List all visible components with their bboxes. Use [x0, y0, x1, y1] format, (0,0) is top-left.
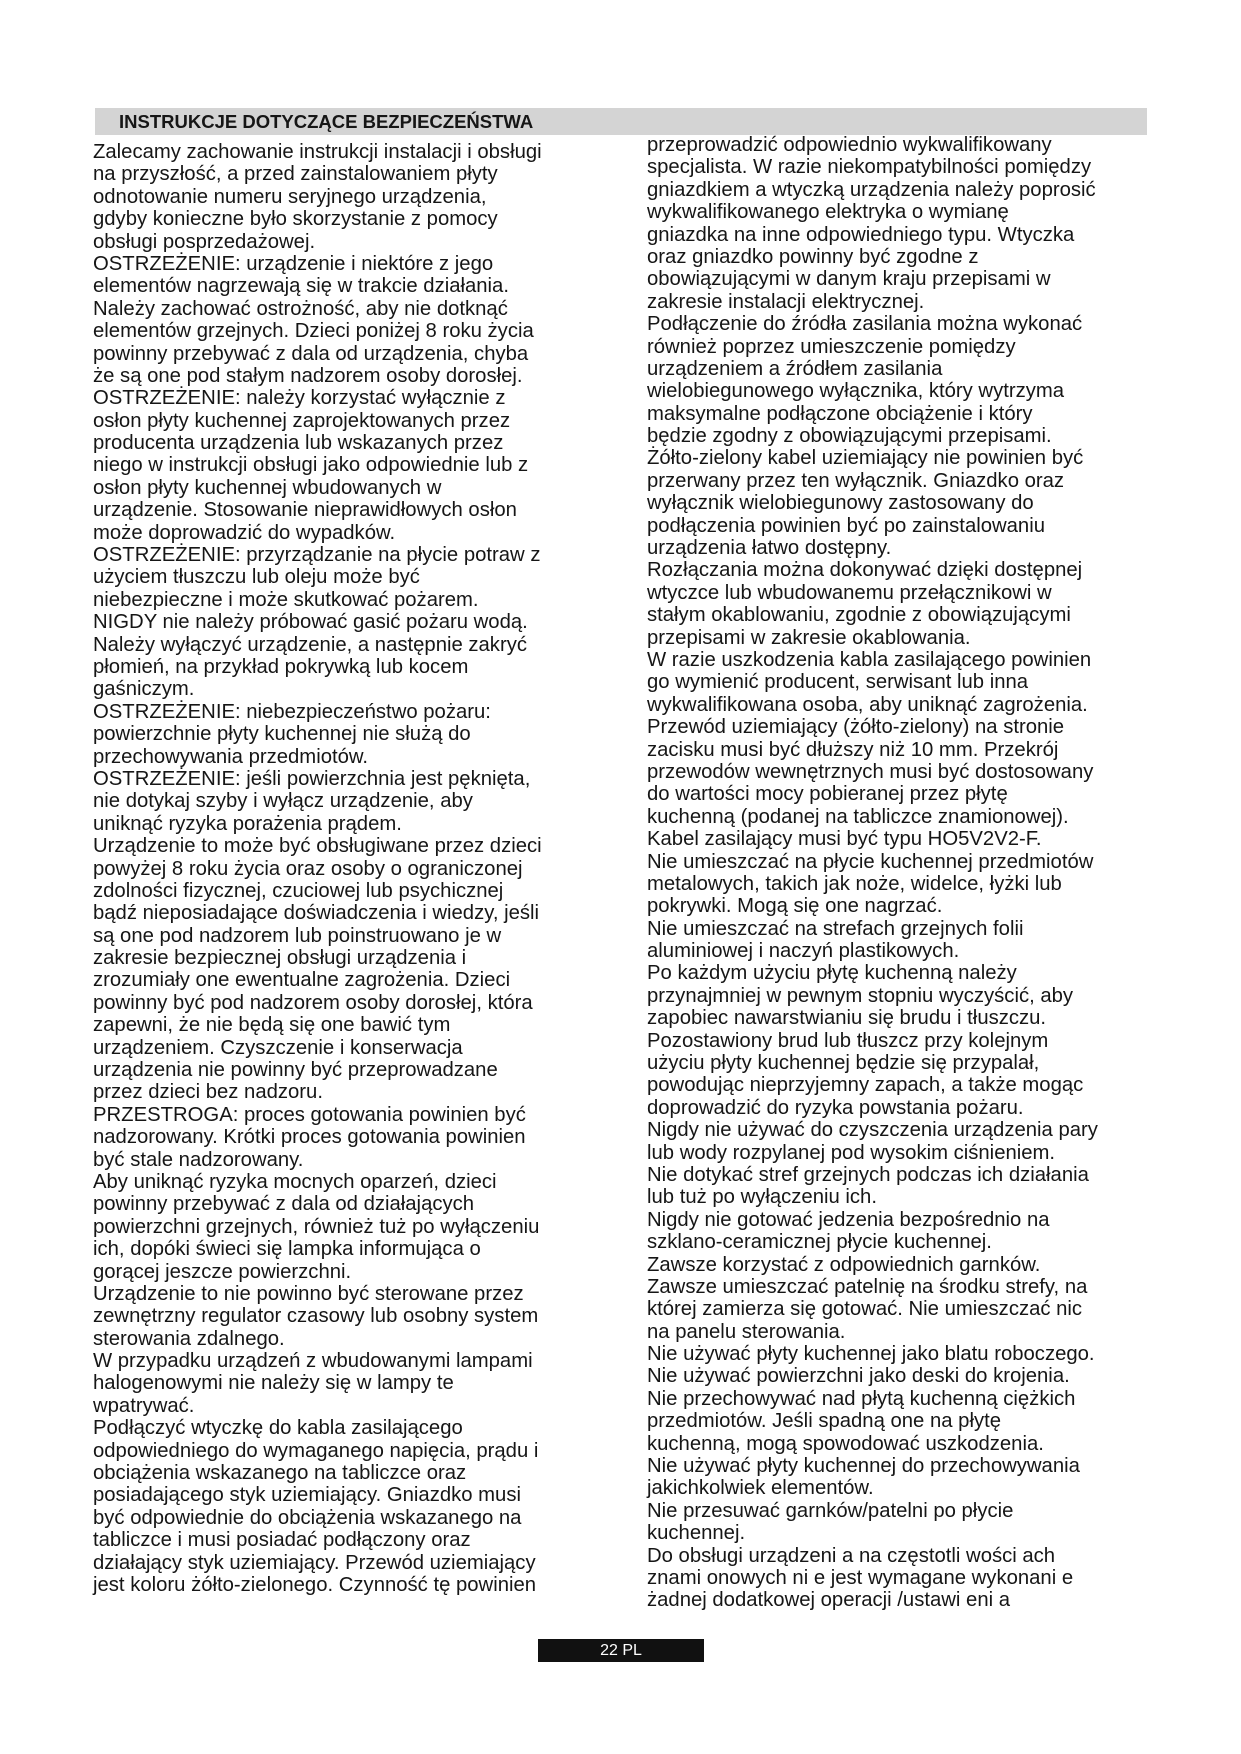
- text-line: jest koloru żółto-zielonego. Czynność tę powinien: [93, 1574, 537, 1596]
- text-line: powierzchni grzejnych, również tuż po wyłączeniu: [93, 1215, 540, 1238]
- text-line: zakresie bezpiecznej obsługi urządzenia i: [93, 947, 467, 970]
- text-line: szklano-ceramicznej płycie kuchennej.: [647, 1231, 992, 1254]
- text-line: zewnętrzny regulator czasowy lub osobny system: [93, 1305, 539, 1328]
- text-line: wykwalifikowanego elektryka o wymianę: [647, 201, 1009, 224]
- text-line: obowiązującymi w danym kraju przepisami w: [647, 268, 1051, 291]
- text-line: wpatrywać.: [93, 1394, 195, 1417]
- page-number: 22 PL: [600, 1642, 642, 1659]
- text-line: PRZESTROGA: proces gotowania powinien być: [93, 1103, 526, 1126]
- text-line: wykwalifikowana osoba, aby uniknąć zagrożenia.: [647, 693, 1088, 716]
- text-line: zapewni, że nie będą się one bawić tym: [93, 1014, 451, 1037]
- text-line: Należy zachować ostrożność, aby nie dotknąć: [93, 297, 508, 320]
- text-line: osłon płyty kuchennej zaprojektowanych przez: [93, 409, 511, 432]
- text-line: przewodów wewnętrznych musi być dostosowany: [647, 760, 1094, 783]
- text-line: gniazdkiem a wtyczką urządzenia należy poprosić: [647, 178, 1096, 201]
- text-line: niebezpieczne i może skutkować pożarem.: [93, 588, 479, 611]
- text-line: odnotowanie numeru seryjnego urządzenia,: [93, 185, 487, 208]
- text-line: obsługi posprzedażowej.: [93, 230, 316, 253]
- text-line: gniazdka na inne odpowiedniego typu. Wtyczka: [647, 223, 1075, 246]
- text-line: osłon płyty kuchennej wbudowanych w: [93, 476, 442, 499]
- text-line: może doprowadzić do wypadków.: [93, 521, 396, 544]
- text-line: Rozłączania można dokonywać dzięki dostępnej: [647, 559, 1083, 582]
- text-line: znami onowych ni e jest wymagane wykonani e: [647, 1567, 1074, 1589]
- text-line: zdolności fizycznej, czuciowej lub psychicznej: [93, 879, 504, 902]
- text-line: przedmiotów. Jeśli spadną one na płytę: [647, 1410, 1002, 1433]
- text-line: Nigdy nie używać do czyszczenia urządzenia pary: [647, 1119, 1098, 1142]
- text-line: gorącej jeszcze powierzchni.: [93, 1260, 352, 1283]
- text-line: użyciem tłuszczu lub oleju może być: [93, 566, 420, 589]
- text-line: być odpowiednie do obciążenia wskazanego na: [93, 1506, 522, 1529]
- text-line: producenta urządzenia lub wskazanych przez: [93, 432, 504, 455]
- text-line: OSTRZEŻENIE: urządzenie i niektóre z jego: [93, 252, 494, 275]
- text-line: oraz gniazdko powinny być zgodne z: [647, 245, 979, 268]
- text-line: powierzchnie płyty kuchennej nie służą do: [93, 723, 471, 746]
- text-line: posiadającego styk uziemiający. Gniazdko musi: [93, 1484, 521, 1507]
- text-line: lub tuż po wyłączeniu ich.: [647, 1186, 877, 1209]
- text-line: urządzenie. Stosowanie nieprawidłowych osłon: [93, 499, 517, 522]
- text-line: gdyby konieczne było skorzystanie z pomocy: [93, 208, 498, 231]
- text-line: przechowywania przedmiotów.: [93, 745, 369, 768]
- text-line: zakresie instalacji elektrycznej.: [647, 290, 925, 313]
- text-line: Nie przesuwać garnków/patelni po płycie: [647, 1499, 1014, 1522]
- text-line: elementów grzejnych. Dzieci poniżej 8 roku życia: [93, 320, 534, 343]
- text-line: na przyszłość, a przed zainstalowaniem płyty: [93, 163, 498, 186]
- text-line: działający styk uziemiający. Przewód uziemiający: [93, 1551, 536, 1574]
- left-text-column: [93, 141, 613, 1596]
- section-header-bar: [95, 108, 1147, 135]
- text-line: przynajmniej w pewnym stopniu wyczyścić, aby: [647, 984, 1074, 1007]
- text-line: pokrywki. Mogą się one nagrzać.: [647, 895, 943, 918]
- text-line: OSTRZEŻENIE: przyrządzanie na płycie potraw z: [93, 544, 541, 567]
- text-line: OSTRZEŻENIE: należy korzystać wyłącznie z: [93, 387, 506, 410]
- text-line: niego w instrukcji obsługi jako odpowiednie lub z: [93, 454, 529, 477]
- text-line: obciążenia wskazanego na tabliczce oraz: [93, 1462, 467, 1485]
- text-line: Zawsze umieszczać patelnię na środku strefy, na: [647, 1275, 1088, 1298]
- text-line: Nigdy nie gotować jedzenia bezpośrednio na: [647, 1208, 1050, 1231]
- text-line: Nie używać powierzchni jako deski do krojenia.: [647, 1365, 1070, 1388]
- text-line: kuchenną, mogą spowodować uszkodzenia.: [647, 1432, 1044, 1455]
- text-line: maksymalne podłączone obciążenie i który: [647, 402, 1033, 425]
- text-line: płomień, na przykład pokrywką lub kocem: [93, 655, 469, 678]
- text-line: Należy wyłączyć urządzenie, a następnie zakryć: [93, 633, 527, 656]
- text-line: Po każdym użyciu płytę kuchenną należy: [647, 962, 1017, 985]
- text-line: której zamierza się gotować. Nie umieszczać nic: [647, 1298, 1083, 1321]
- text-line: jakichkolwiek elementów.: [647, 1477, 874, 1500]
- text-line: Podłączenie do źródła zasilania można wykonać: [647, 313, 1083, 336]
- text-line: nadzorowany. Krótki proces gotowania powinien: [93, 1126, 526, 1149]
- text-line: przez dzieci bez nadzoru.: [93, 1081, 323, 1104]
- text-line: powyżej 8 roku życia oraz osoby o ograniczonej: [93, 857, 523, 880]
- text-line: Zalecamy zachowanie instrukcji instalacji i obsługi: [93, 141, 542, 163]
- text-line: powinny być pod nadzorem osoby dorosłej, która: [93, 991, 533, 1014]
- text-line: powinny przebywać z dala od działających: [93, 1193, 475, 1216]
- text-line: metalowych, takich jak noże, widelce, łyżki lub: [647, 872, 1062, 895]
- text-line: kuchenną (podanej na tabliczce znamionowej).: [647, 805, 1069, 828]
- text-line: Nie używać płyty kuchennej do przechowywania: [647, 1455, 1080, 1478]
- text-line: przepisami w zakresie okablowania.: [647, 626, 971, 649]
- text-line: OSTRZEŻENIE: jeśli powierzchnia jest pęknięta,: [93, 767, 531, 790]
- text-line: Nie przechowywać nad płytą kuchenną ciężkich: [647, 1387, 1076, 1410]
- text-line: stałym okablowaniu, zgodnie z obowiązującymi: [647, 604, 1071, 627]
- text-line: nie dotykaj szyby i wyłącz urządzenie, aby: [93, 790, 473, 813]
- text-line: urządzenia nie powinny być przeprowadzane: [93, 1059, 498, 1082]
- text-line: wyłącznik wielobiegunowy zastosowany do: [647, 492, 1034, 515]
- text-line: wtyczce lub wbudowanemu przełącznikowi w: [647, 581, 1052, 604]
- text-line: będzie zgodny z obowiązującymi przepisami.: [647, 425, 1052, 448]
- text-line: aluminiowej i naczyń plastikowych.: [647, 940, 960, 963]
- text-line: Zawsze korzystać z odpowiednich garnków.: [647, 1253, 1041, 1276]
- text-line: urządzeniem. Czyszczenie i konserwacja: [93, 1036, 463, 1059]
- text-line: żadnej dodatkowej operacji /ustawi eni a: [647, 1589, 1011, 1612]
- text-line: tabliczce i musi posiadać podłączony oraz: [93, 1529, 471, 1552]
- text-line: Przewód uziemiający (żółto-zielony) na stronie: [647, 716, 1065, 739]
- text-line: urządzeniem a źródłem zasilania: [647, 357, 943, 380]
- right-text-column: [647, 134, 1167, 1612]
- text-line: kuchennej.: [647, 1522, 746, 1545]
- text-line: Żółto-zielony kabel uziemiający nie powinien być: [647, 447, 1084, 470]
- text-line: powodując nieprzyjemny zapach, a także mogąc: [647, 1074, 1084, 1097]
- text-line: zrozumiały one ewentualne zagrożenia. Dzieci: [93, 969, 511, 992]
- text-line: elementów nagrzewają się w trakcie działania.: [93, 275, 509, 298]
- text-line: Urządzenie to może być obsługiwane przez dzieci: [93, 835, 542, 858]
- text-line: powinny przebywać z dala od urządzenia, chyba: [93, 342, 529, 365]
- text-line: również poprzez umieszczenie pomiędzy: [647, 335, 1016, 358]
- text-line: wielobiegunowego wyłącznika, który wytrzyma: [647, 380, 1065, 403]
- text-line: podłączenia powinien być po zainstalowaniu: [647, 514, 1045, 537]
- text-line: Nie umieszczać na płycie kuchennej przedmiotów: [647, 850, 1094, 873]
- text-line: że są one pod stałym nadzorem osoby dorosłej.: [93, 364, 523, 387]
- text-line: Nie umieszczać na strefach grzejnych folii: [647, 917, 1024, 940]
- text-line: W przypadku urządzeń z wbudowanymi lampami: [93, 1350, 533, 1373]
- text-line: zacisku musi być dłuższy niż 10 mm. Przekrój: [647, 738, 1059, 761]
- text-line: odpowiedniego do wymaganego napięcia, prądu i: [93, 1439, 539, 1462]
- text-line: Do obsługi urządzeni a na częstotli wości ach: [647, 1544, 1056, 1567]
- text-line: bądź nieposiadające doświadczenia i wiedzy, jeśli: [93, 902, 540, 925]
- text-line: doprowadzić do ryzyka powstania pożaru.: [647, 1096, 1024, 1119]
- text-line: uniknąć ryzyka porażenia prądem.: [93, 812, 402, 835]
- text-line: NIGDY nie należy próbować gasić pożaru wodą.: [93, 611, 528, 634]
- text-line: ich, dopóki świeci się lampka informująca o: [93, 1238, 481, 1261]
- text-line: halogenowymi nie należy się w lampy te: [93, 1372, 454, 1395]
- text-line: lub wody rozpylanej pod wysokim ciśnieniem.: [647, 1141, 1056, 1164]
- text-line: OSTRZEŻENIE: niebezpieczeństwo pożaru:: [93, 700, 491, 723]
- text-line: do wartości mocy pobieranej przez płytę: [647, 783, 1008, 806]
- text-line: gaśniczym.: [93, 678, 195, 701]
- text-line: Nie używać płyty kuchennej jako blatu roboczego.: [647, 1343, 1095, 1366]
- text-line: użyciu płyty kuchennej będzie się przypalał,: [647, 1052, 1040, 1075]
- text-line: sterowania zdalnego.: [93, 1327, 285, 1350]
- text-line: Aby uniknąć ryzyka mocnych oparzeń, dzieci: [93, 1170, 497, 1193]
- text-line: Podłączyć wtyczkę do kabla zasilającego: [93, 1417, 463, 1440]
- text-line: Urządzenie to nie powinno być sterowane przez: [93, 1282, 524, 1305]
- text-line: Pozostawiony brud lub tłuszcz przy kolejnym: [647, 1029, 1049, 1052]
- page-number-bar: [538, 1639, 704, 1662]
- text-line: zapobiec nawarstwianiu się brudu i tłuszczu.: [647, 1007, 1047, 1030]
- text-line: przerwany przez ten wyłącznik. Gniazdko oraz: [647, 469, 1065, 492]
- text-line: go wymienić producent, serwisant lub inna: [647, 671, 1029, 694]
- text-line: urządzenia łatwo dostępny.: [647, 537, 892, 560]
- text-line: W razie uszkodzenia kabla zasilającego powinien: [647, 648, 1092, 671]
- text-line: Kabel zasilający musi być typu HO5V2V2-F.: [647, 828, 1042, 851]
- text-line: są one pod nadzorem lub poinstruowano je w: [93, 924, 502, 947]
- text-line: być stale nadzorowany.: [93, 1148, 304, 1171]
- text-line: przeprowadzić odpowiednio wykwalifikowany: [647, 134, 1052, 156]
- text-line: specjalista. W razie niekompatybilności pomiędzy: [647, 156, 1092, 179]
- section-title: INSTRUKCJE DOTYCZĄCE BEZPIECZEŃSTWA: [119, 111, 534, 132]
- text-line: na panelu sterowania.: [647, 1320, 846, 1343]
- text-line: Nie dotykać stref grzejnych podczas ich działania: [647, 1163, 1089, 1186]
